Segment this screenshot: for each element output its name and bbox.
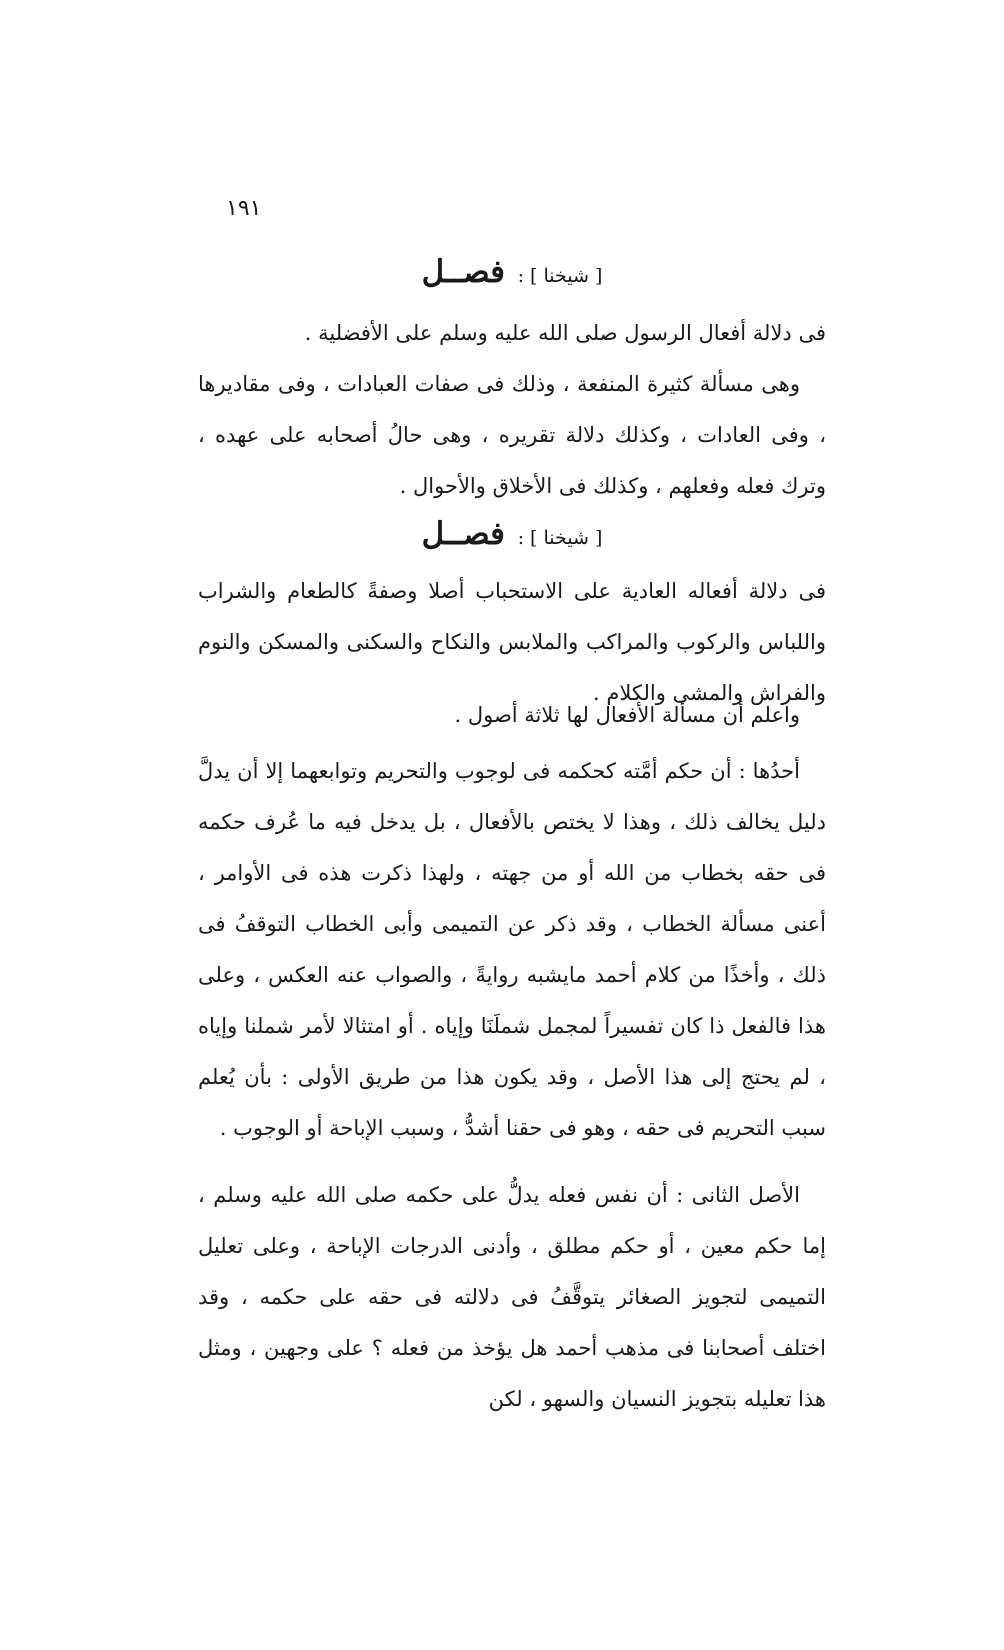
section-2-paragraph: فى دلالة أفعاله العادية على الاستحباب أصلا وصفةً كالطعام والشراب واللباس والركوب والمراكب والملابس والنكاح والسكنى والمسكن والنوم والفراش والمشى والكلام . [198, 579, 826, 705]
section-1-body [198, 308, 826, 512]
intro-text: واعلم أن مسألة الأفعال لها ثلاثة أصول . [454, 703, 800, 727]
section-1-paragraph: وهى مسألة كثيرة المنفعة ، وذلك فى صفات العبادات ، وفى مقاديرها ، وفى العادات ، وكذلك دلالة تقريره ، وهى حالُ أصحابه على عهده ، وترك فعله وفعلهم ، وكذلك فى الأخلاق والأحوال . [198, 372, 826, 498]
page-number: ١٩١ [226, 196, 262, 221]
section-heading-2 [198, 514, 826, 558]
intro-paragraph [198, 690, 826, 741]
section-heading-1-title: فصــل [421, 254, 505, 290]
section-1-subtitle: فى دلالة أفعال الرسول صلى الله عليه وسلم على الأفضلية . [304, 321, 826, 345]
first-principle-paragraph [198, 746, 826, 1154]
section-heading-1-attribution: [ شيخنا ] : [517, 265, 603, 287]
section-heading-1 [198, 252, 826, 296]
second-principle-paragraph [198, 1170, 826, 1425]
first-principle-text: أحدُها : أن حكم أمَّته كحكمه فى لوجوب والتحريم وتوابعهما إلا أن يدلَّ دليل يخالف ذلك ، وهذا لا يختص بالأفعال ، بل يدخل فيه ما عُرف حكمه فى حقه بخطاب من الله أو من جهته ، ولهذا ذكرت هذه فى الأوامر ، أعنى مسألة الخطاب ، وقد ذكر عن التميمى وأبى الخطاب التوقفُ فى ذلك ، وأخذًا من كلام أحمد مايشبه روايةً ، والصواب عنه العكس ، وعلى هذا فالفعل ذا كان تفسيراً لمجمل شملَنَا وإياه . أو امتثالا لأمر شملنا وإياه ، لم يحتج إلى هذا الأصل ، وقد يكون هذا من طريق الأولى : بأن يُعلم سبب التحريم فى حقه ، وهو فى حقنا أشدُّ ، وسبب الإباحة أو الوجوب . [198, 759, 826, 1140]
section-heading-2-attribution: [ شيخنا ] : [517, 527, 603, 549]
second-principle-text: الأصل الثانى : أن نفس فعله يدلُّ على حكمه صلى الله عليه وسلم ، إما حكم معين ، أو حكم مطلق ، وأدنى الدرجات الإباحة ، وعلى تعليل التميمى لتجويز الصغائر يتوقَّفُ فى دلالته فى حقه على حكمه ، وقد اختلف أصحابنا فى مذهب أحمد هل يؤخذ من فعله ؟ على وجهين ، ومثل هذا تعليله بتجويز النسيان والسهو ، لكن [198, 1183, 827, 1411]
section-heading-2-title: فصــل [421, 516, 505, 552]
